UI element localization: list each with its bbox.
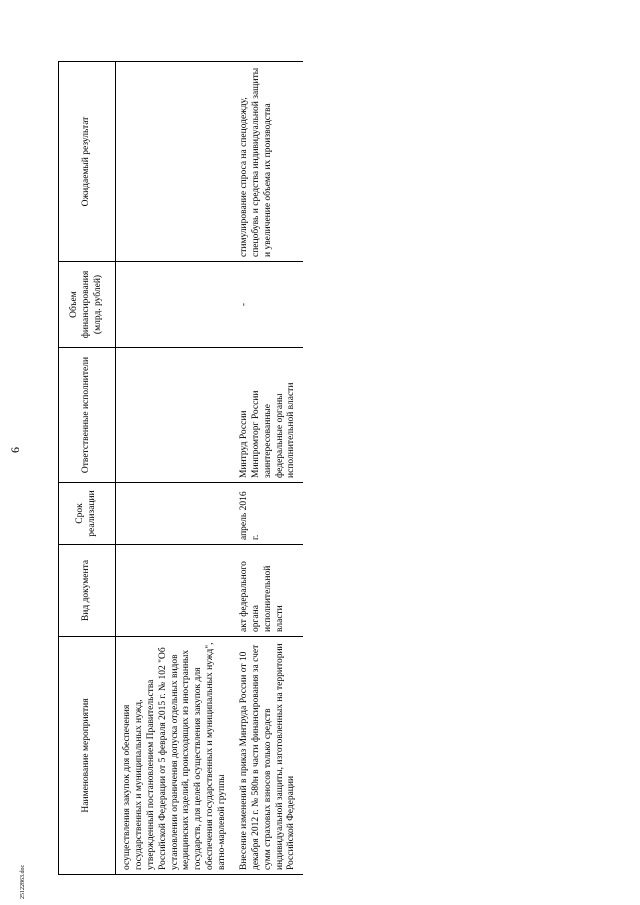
file-name: 25122863.doc bbox=[20, 864, 26, 899]
cell-executors bbox=[116, 348, 237, 483]
table-row bbox=[116, 62, 237, 875]
header-executors: Ответственные исполнители bbox=[59, 348, 116, 483]
cell-measure-name: Внесение изменений в приказ Минтруда России от 10 декабря 2012 г. № 580н в части финансирования за счет сумм страховых взносов только средств индивидуальной защиты, изготовленных на территории Российской Федерации bbox=[237, 637, 303, 875]
page-number: 6 bbox=[8, 447, 22, 453]
header-expected-result: Ожидаемый результат bbox=[59, 62, 116, 262]
header-deadline: Срок реализации bbox=[59, 483, 116, 545]
header-document-type: Вид документа bbox=[59, 545, 116, 637]
cell-document-type bbox=[116, 545, 237, 637]
cell-executors: Минтруд России Минпромторг России заинтересованные федеральные органы исполнительной власти bbox=[237, 348, 303, 483]
cell-deadline bbox=[116, 483, 237, 545]
cell-expected-result: стимулирование спроса на спецодежду, спецобувь и средства индивидуальной защиты и увеличение объема их производства bbox=[237, 62, 303, 262]
header-measure-name: Наименование мероприятия bbox=[59, 637, 116, 875]
cell-funding bbox=[116, 262, 237, 348]
header-funding: Объем финансирования (млрд. рублей) bbox=[59, 262, 116, 348]
table-header-row bbox=[59, 62, 116, 875]
cell-document-type: акт федерального органа исполнительной власти bbox=[237, 545, 303, 637]
cell-deadline: апрель 2016 г. bbox=[237, 483, 303, 545]
cell-measure-name: осуществления закупок для обеспечения государственных и муниципальных нужд, утвержденный постановлением Правительства Российской Федерации от 5 февраля 2015 г. № 102 "Об установлении ограничения допуска отдельных видов медицинских изделий, происходящих из иностранных государств, для целей осуществления закупок для обеспечения государственных и муниципальных нужд", ватно-марлевой группы bbox=[116, 637, 237, 875]
table-row bbox=[237, 62, 303, 875]
cell-funding: - bbox=[237, 262, 303, 348]
cell-expected-result bbox=[116, 62, 237, 262]
measures-table bbox=[58, 61, 303, 875]
